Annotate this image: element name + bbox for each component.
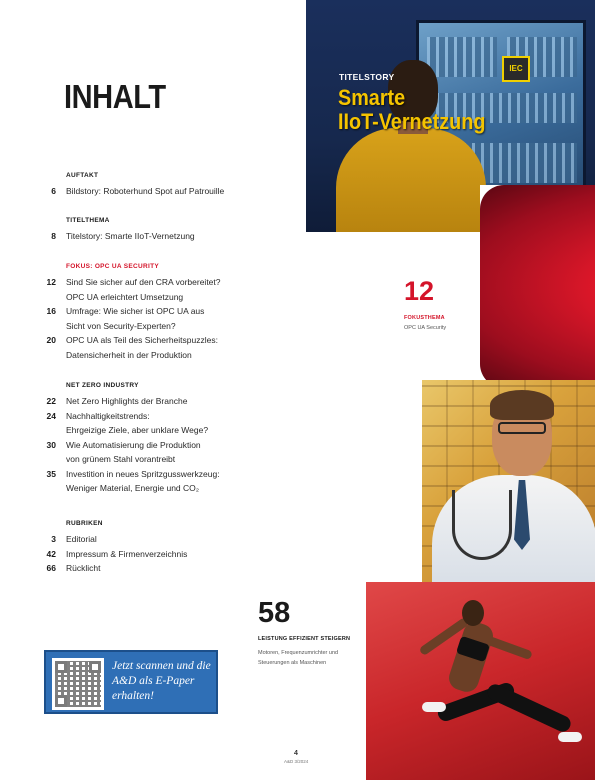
toc-section-heading: TITELTHEMA xyxy=(66,217,110,224)
toc-entry-text[interactable]: Bildstory: Roboterhund Spot auf Patrouille xyxy=(66,186,225,196)
toc-page-number[interactable]: 12 xyxy=(46,277,56,287)
toc-page-number[interactable]: 8 xyxy=(51,231,56,241)
cover-title-line1: Smarte xyxy=(338,85,406,110)
toc-section-heading: NET ZERO INDUSTRY xyxy=(66,382,139,389)
toc-page-number[interactable]: 35 xyxy=(46,468,56,479)
toc-page-number[interactable]: 42 xyxy=(46,548,56,559)
toc-section-heading: FOKUS: OPC UA SECURITY xyxy=(66,263,160,270)
cover-kicker: TITELSTORY xyxy=(339,72,395,82)
doctor-illustration xyxy=(422,380,595,585)
toc-entry-text[interactable]: Umfrage: Wie sicher ist OPC UA aus xyxy=(66,306,205,316)
qr-code-icon[interactable] xyxy=(52,658,104,710)
toc-page-number[interactable]: 24 xyxy=(46,410,56,421)
toc-entry-text[interactable]: Sicht von Security-Experten? xyxy=(66,320,176,331)
focus-image xyxy=(480,185,595,388)
toc-entry-text[interactable]: Ehrgeizige Ziele, aber unklare Wege? xyxy=(66,425,209,435)
cover-title[interactable] xyxy=(338,86,485,134)
toc-entry-text[interactable]: OPC UA als Teil des Sicherheitspuzzles: xyxy=(66,335,218,345)
toc-section-heading: RUBRIKEN xyxy=(66,520,103,527)
page-number: 4 xyxy=(294,750,298,757)
toc-page-number[interactable]: 3 xyxy=(51,534,56,544)
lead-label: LEISTUNG EFFIZIENT STEIGERN xyxy=(258,636,351,642)
toc-entry-text[interactable]: Wie Automatisierung die Produktion xyxy=(66,439,201,450)
toc-entry-text[interactable]: Rücklicht xyxy=(66,563,101,573)
toc-entry-text[interactable]: Nachhaltigkeitstrends: xyxy=(66,410,150,421)
toc-page-number[interactable]: 20 xyxy=(46,335,56,345)
cover-title-line2: IIoT-Vernetzung xyxy=(338,109,486,134)
stethoscope-icon xyxy=(452,490,512,560)
iec-badge-icon: IEC xyxy=(502,56,530,82)
toc-page-number[interactable]: 22 xyxy=(46,396,56,406)
toc-entry-text[interactable]: OPC UA erleichtert Umsetzung xyxy=(66,291,184,302)
toc-entry-text[interactable]: Investition in neues Spritzgusswerkzeug: xyxy=(66,468,220,479)
qr-promo-text: Jetzt scannen und die A&D als E-Paper erhalten! xyxy=(112,660,211,702)
focus-label: FOKUSTHEMA xyxy=(404,315,445,321)
toc-section-heading: AUFTAKT xyxy=(66,172,99,179)
lead-subtitle: Motoren, Frequenzumrichter und Steuerungen als Maschinen xyxy=(258,650,339,666)
issue-label: A&D 3/2024 xyxy=(284,759,309,764)
toc-page-number[interactable]: 66 xyxy=(46,563,56,573)
toc-page-number[interactable]: 30 xyxy=(46,439,56,450)
toc-entry-text[interactable]: Titelstory: Smarte IIoT-Vernetzung xyxy=(66,231,195,241)
lead-page-number[interactable]: 58 xyxy=(258,597,291,629)
runner-image xyxy=(366,582,595,780)
focus-subtitle: OPC UA Security xyxy=(404,325,447,331)
toc-entry-text[interactable]: Editorial xyxy=(66,534,97,544)
toc-page-number[interactable]: 16 xyxy=(46,306,56,316)
toc-page-number[interactable]: 6 xyxy=(51,186,56,196)
toc-entry-text[interactable]: Datensicherheit in der Produktion xyxy=(66,349,192,360)
qr-promo[interactable] xyxy=(44,650,218,714)
toc-entry-text[interactable]: Sind Sie sicher auf den CRA vorbereitet? xyxy=(66,277,221,287)
focus-page-number[interactable]: 12 xyxy=(404,276,435,306)
toc-entry-text[interactable]: Weniger Material, Energie und CO₂ xyxy=(66,483,200,493)
toc-entry-text[interactable]: von grünem Stahl vorantreibt xyxy=(66,454,176,464)
page-title: INHALT xyxy=(64,78,166,115)
toc-entry-text[interactable]: Net Zero Highlights der Branche xyxy=(66,396,188,406)
toc-entry-text[interactable]: Impressum & Firmenverzeichnis xyxy=(66,548,188,559)
